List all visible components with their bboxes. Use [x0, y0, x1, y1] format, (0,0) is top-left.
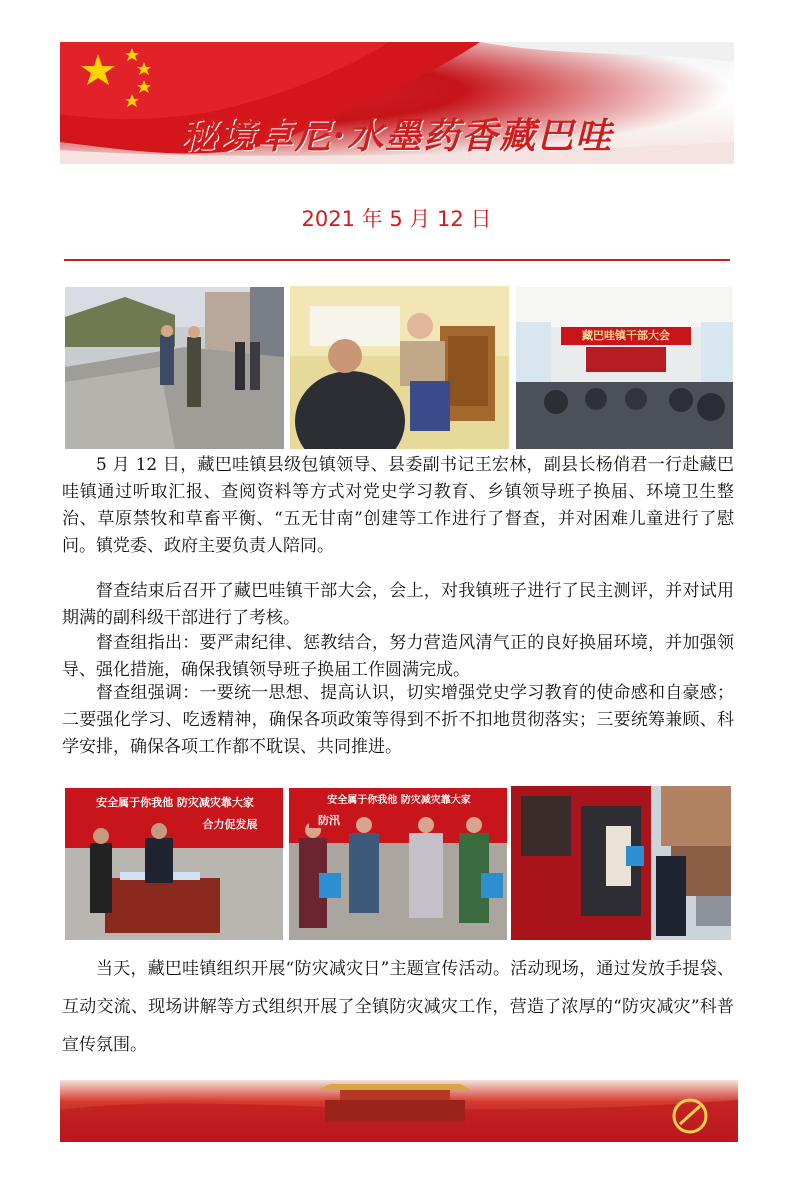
article-paragraph-3: 督查组指出：要严肃纪律、惩教结合，努力营造风清气正的良好换届环境，并加强领导、强化措施，确保我镇领导班子换届工作圆满完成。 [62, 633, 734, 680]
article-paragraph-4: 督查组强调：一要统一思想、提高认识，切实增强党史学习教育的使命感和自豪感；二要强化学习、吃透精神，确保各项政策等得到不折不扣地贯彻落实；三要统筹兼顾、科学安排，确保各项工作都不耽误、共同推进。 [62, 683, 734, 757]
tiananmen-decoration-icon [60, 1080, 738, 1142]
article-paragraph-2: 督查结束后召开了藏巴哇镇干部大会，会上，对我镇班子进行了民主测评，并对试用期满的副科级干部进行了考核。 [62, 581, 734, 628]
title-divider [64, 259, 730, 261]
photo-cadre-meeting [516, 287, 733, 449]
article-paragraph-5: 当天，藏巴哇镇组织开展“防灾减灾日”主题宣传活动。活动现场，通过发放手提袋、互动交流、现场讲解等方式组织开展了全镇防灾减灾工作，营造了浓厚的“防灾减灾”科普宣传氛围。 [62, 959, 734, 1055]
meeting-hall-photo-icon [516, 287, 733, 449]
meeting-banner: 藏巴哇镇干部大会 [582, 329, 670, 342]
page-title: 秘境卓尼·水墨药香藏巴哇 [180, 115, 614, 157]
article-paragraph-1: 5 月 12 日，藏巴哇镇县级包镇领导、县委副书记王宏林，副县长杨俏君一行赴藏巴哇镇通过听取汇报、查阅资料等方式对党史学习教育、乡镇领导班子换届、环境卫生整治、草原禁牧和草畜平衡、“五无甘南”创建等工作进行了督查，并对困难儿童进行了慰问。镇党委、政府主要负责人陪同。 [62, 455, 734, 556]
banner-text-c: 安全属于你我他 防灾减灾靠大家 [309, 794, 489, 808]
bag-distribution-photo-icon [289, 788, 507, 940]
footer-banner [60, 1080, 738, 1142]
publicity-desk-photo-icon [65, 788, 283, 940]
header-banner [60, 42, 734, 164]
photo-home-visit [290, 286, 509, 449]
photo-bus-outreach [511, 786, 731, 940]
photo-road-inspection [65, 287, 284, 449]
bus-outreach-photo-icon [511, 786, 731, 940]
road-inspection-photo-icon [65, 287, 284, 449]
home-visit-photo-icon [290, 286, 509, 449]
publish-date: 2021 年 5 月 12 日 [301, 207, 492, 231]
photo-bag-distribution [289, 788, 507, 940]
banner-text-b: 合力促发展 [185, 818, 275, 832]
photo-publicity-desk [65, 788, 283, 940]
banner-text-a: 安全属于你我他 防灾减灾靠大家 [75, 796, 275, 810]
banner-text-d: 防汛 [309, 814, 349, 828]
